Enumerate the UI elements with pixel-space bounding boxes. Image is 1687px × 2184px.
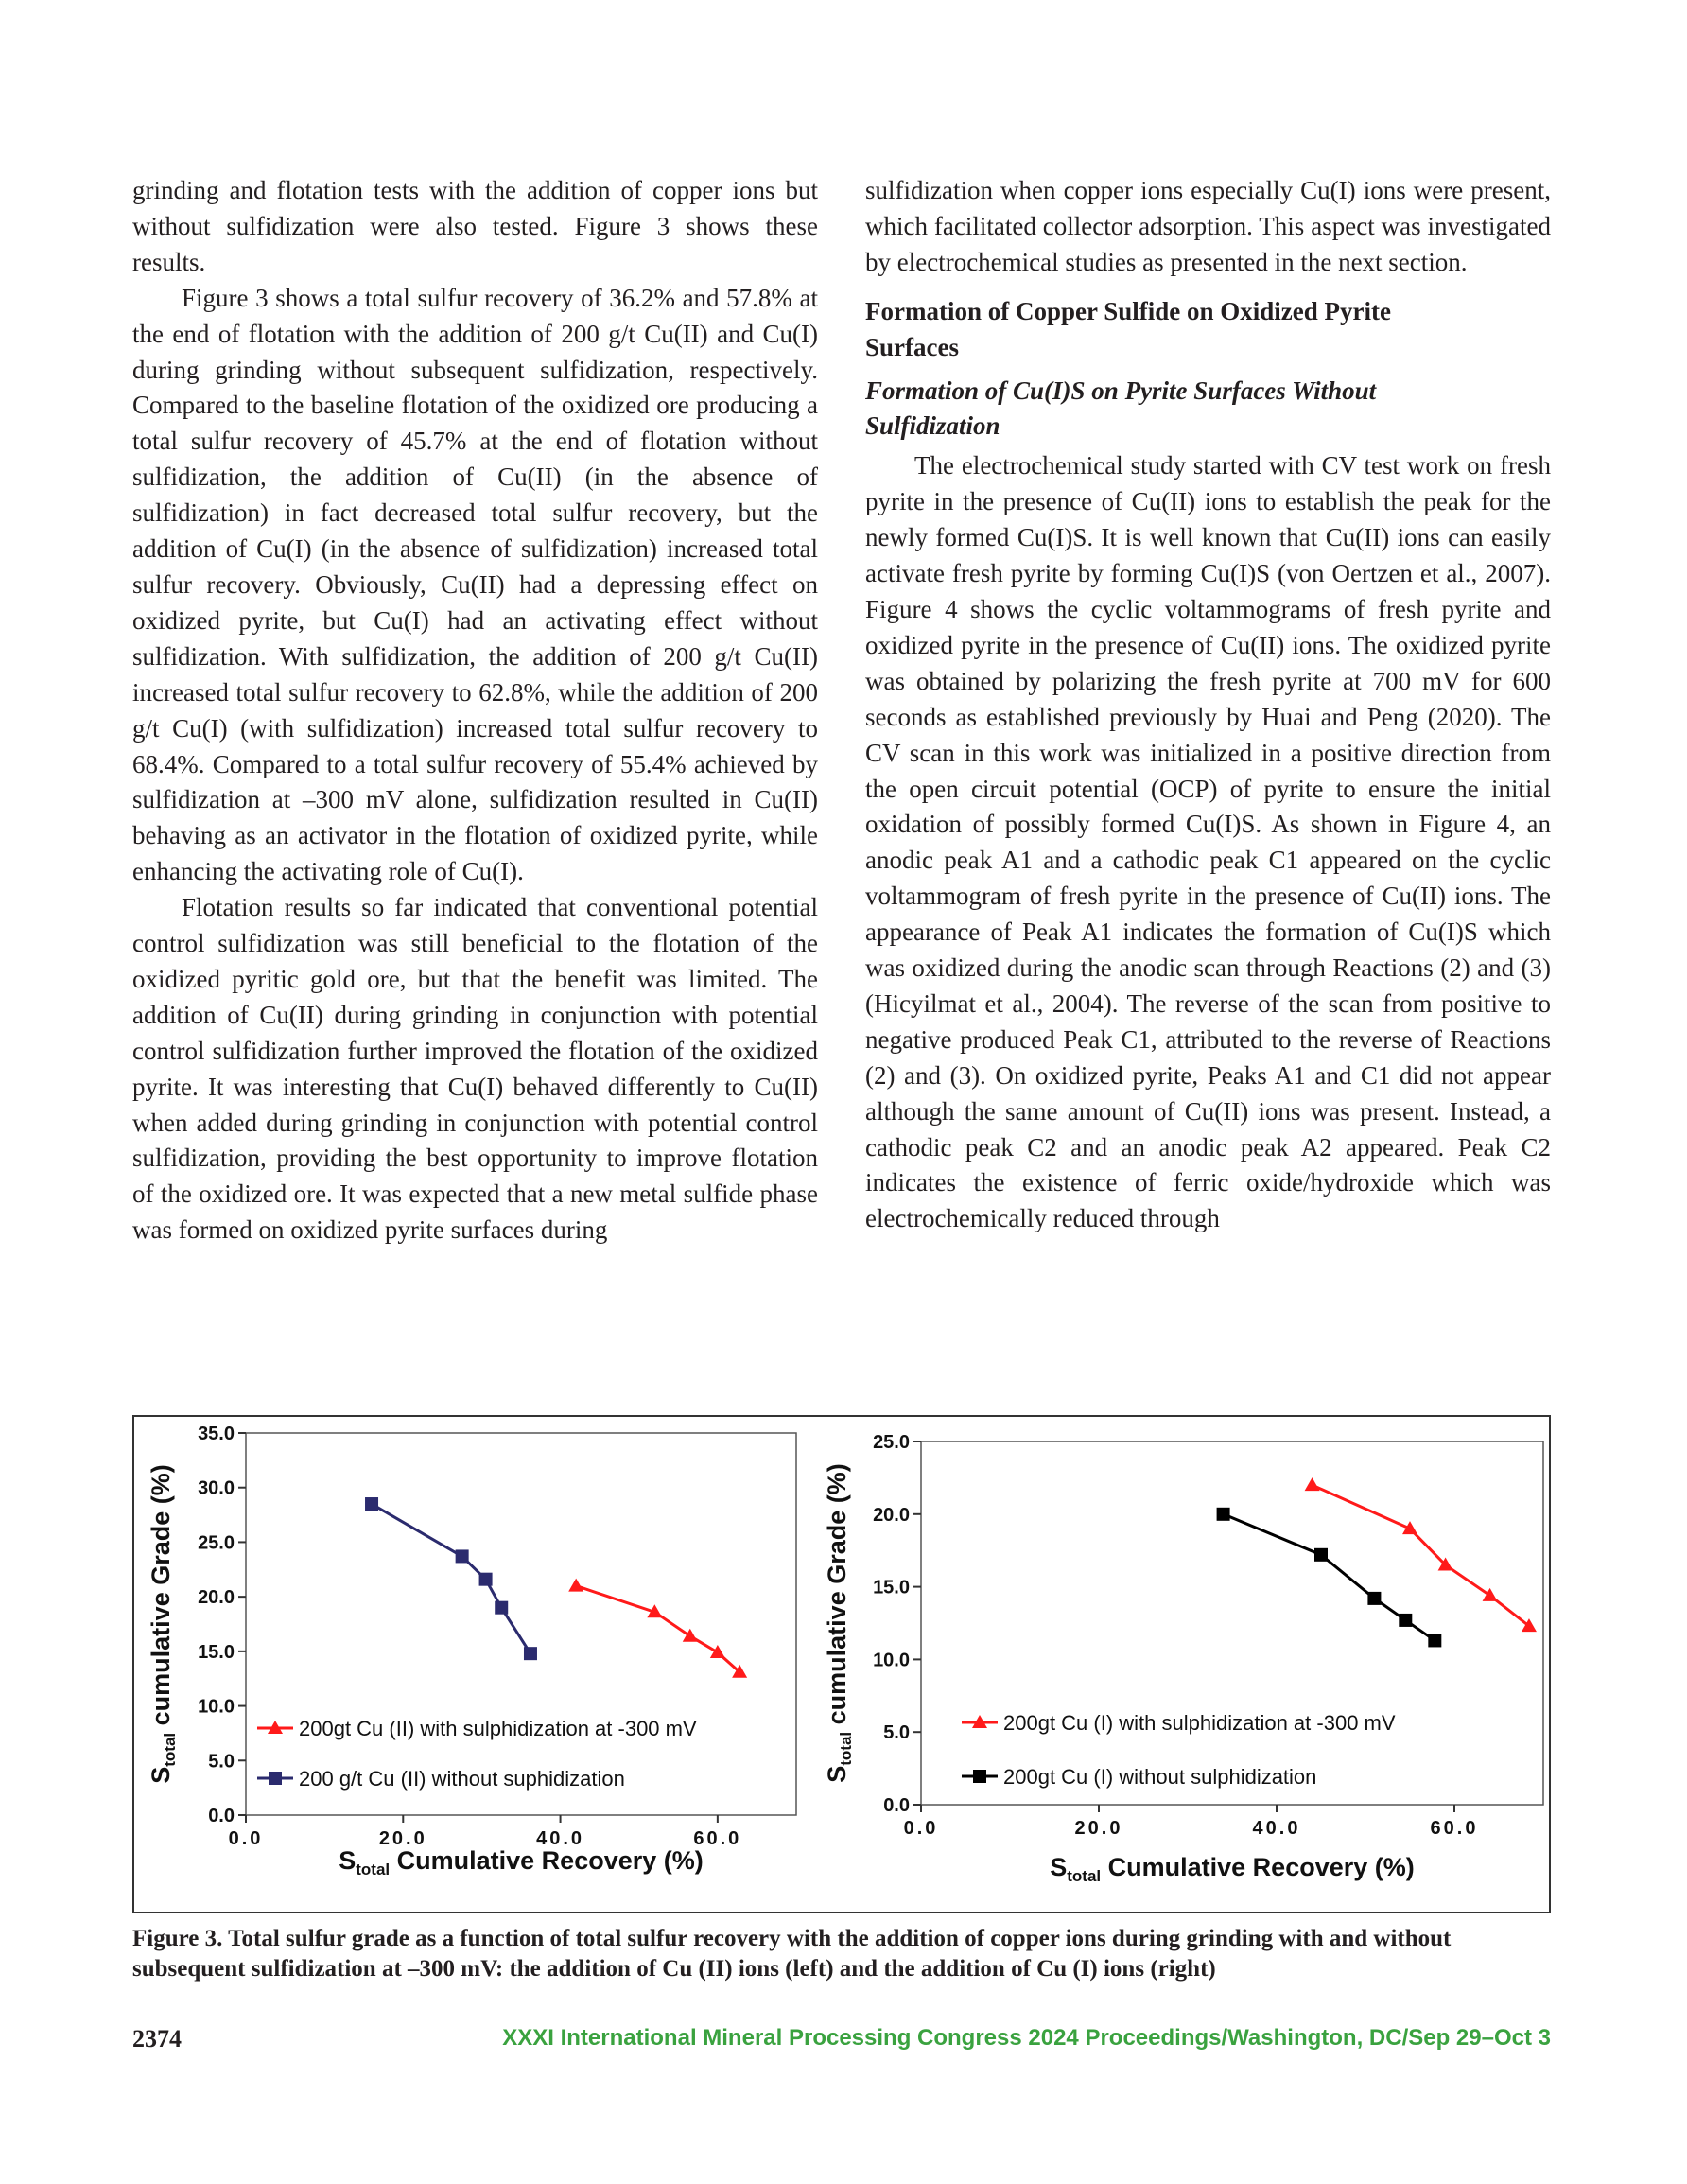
body-paragraph: The electrochemical study started with CV test work on fresh pyrite in the presence of Cu(II) ions to establish the peak for the newly formed Cu(I)S. It is well known that Cu(II) ions can easily activate fresh pyrite by forming Cu(I)S (von Oertzen et al., 2007). Figure 4 shows the cyclic voltammograms of fresh pyrite and oxidized pyrite in the presence of Cu(II) ions. The oxidized pyrite was obtained by polarizing the fresh pyrite at 700 mV for 600 seconds as established previously by Huai and Peng (2020). The CV scan in this work was initialized in a positive direction from the open circuit potential (OCP) of pyrite to ensure the initial oxidation of possibly formed Cu(I)S. As shown in Figure 4, an anodic peak A1 and a cathodic peak C1 appeared on the cyclic voltammogram of fresh pyrite in the presence of Cu(II) ions. The appearance of Peak A1 indicates the formation of Cu(I)S which was oxidized during the anodic scan through Reactions (2) and (3) (Hicyilmat et al., 2004). The reverse of the scan from positive to negative produced Peak C1, attributed to the reverse of Reactions (2) and (3). On oxidized pyrite, Peaks A1 and C1 did not appear although the same amount of Cu(II) ions was present. Instead, a cathodic peak C2 and an anodic peak A2 appeared. Peak C2 indicates the existence of ferric oxide/hydroxide which was electrochemically reduced through xyxy=(865,451,1551,1233)
body-paragraph: Flotation results so far indicated that conventional potential control sulfidization was still beneficial to the flotation of the oxidized pyritic gold ore, but that the benefit was limited. The addition of Cu(II) during grinding in conjunction with potential control sulfidization further improved the flotation of the oxidized pyrite. It was interesting that Cu(I) behaved differently to Cu(II) when added during grinding in conjunction with potential control sulfidization, providing the best opportunity to improve flotation of the oxidized ore. It was expected that a new metal sulfide phase was formed on oxidized pyrite surfaces during xyxy=(132,893,818,1245)
y-axis-label: $S_{total}$ cumulative Grade (%) xyxy=(823,1463,855,1783)
series-1 xyxy=(568,1579,747,1678)
y-tick-label: 15.0 xyxy=(873,1577,910,1599)
data-point xyxy=(1483,1588,1498,1601)
figure-3-charts xyxy=(134,1417,1549,1912)
data-point xyxy=(568,1579,583,1592)
figure-3 xyxy=(132,1415,1551,1913)
data-point xyxy=(1305,1477,1320,1491)
x-tick-label: 40.0 xyxy=(536,1828,585,1849)
right-column xyxy=(865,173,1551,1237)
running-footer: XXXI International Mineral Processing Congress 2024 Proceedings/Washington, DC/Sep 29–Oct 3 xyxy=(502,2025,1551,2051)
section-heading: Formation of Copper Sulfide on Oxidized Pyrite Surfaces xyxy=(865,296,1391,361)
legend-label: 200gt Cu (I) without sulphidization xyxy=(1003,1765,1317,1789)
y-tick-label: 25.0 xyxy=(198,1532,235,1554)
x-tick-label: 20.0 xyxy=(1074,1818,1123,1839)
data-point xyxy=(365,1497,378,1511)
y-tick-label: 0.0 xyxy=(208,1806,235,1826)
x-tick-label: 60.0 xyxy=(1430,1818,1479,1839)
data-point xyxy=(479,1573,493,1586)
data-point xyxy=(973,1770,986,1783)
data-point xyxy=(1314,1548,1328,1562)
y-tick-label: 5.0 xyxy=(208,1751,235,1773)
page-number: 2374 xyxy=(132,2025,182,2053)
legend-entry xyxy=(962,1765,1316,1789)
y-tick-label: 30.0 xyxy=(198,1477,235,1499)
data-point xyxy=(495,1601,508,1615)
subsection-heading: Formation of Cu(I)S on Pyrite Surfaces Without Sulfidization xyxy=(865,376,1377,441)
y-tick-label: 10.0 xyxy=(198,1696,235,1718)
body-paragraph: grinding and flotation tests with the addition of copper ions but without sulfidization were also tested. Figure 3 shows these results. xyxy=(132,176,818,276)
y-tick-label: 5.0 xyxy=(883,1722,910,1744)
x-tick-label: 0.0 xyxy=(903,1818,939,1839)
legend-entry xyxy=(962,1711,1396,1735)
series-line xyxy=(1313,1485,1529,1626)
y-tick-label: 25.0 xyxy=(873,1432,910,1453)
chart-right xyxy=(823,1432,1543,1885)
figure-caption: Figure 3. Total sulfur grade as a function of total sulfur recovery with the addition of copper ions during grinding with and without subsequent sulfidization at –300 mV: the addition of Cu (II) ions (left) and the addition of Cu (I) ions (right) xyxy=(132,1926,1452,1982)
data-point xyxy=(1367,1592,1381,1605)
y-tick-label: 10.0 xyxy=(873,1650,910,1671)
y-tick-label: 20.0 xyxy=(198,1587,235,1609)
x-tick-label: 0.0 xyxy=(228,1828,264,1849)
series-1 xyxy=(1305,1477,1537,1632)
x-axis-label: $S_{total}$ Cumulative Recovery (%) xyxy=(1050,1853,1415,1885)
legend-label: 200gt Cu (I) with sulphidization at -300 mV xyxy=(1003,1711,1396,1735)
x-tick-label: 40.0 xyxy=(1252,1818,1301,1839)
legend-label: 200gt Cu (II) with sulphidization at -300 mV xyxy=(299,1717,697,1740)
y-tick-label: 20.0 xyxy=(873,1504,910,1526)
left-column xyxy=(132,173,818,1249)
y-axis-label: $S_{total}$ cumulative Grade (%) xyxy=(147,1464,179,1784)
legend-entry xyxy=(257,1717,697,1740)
y-tick-label: 15.0 xyxy=(198,1641,235,1663)
x-axis-label: $S_{total}$ Cumulative Recovery (%) xyxy=(339,1846,704,1878)
series-line xyxy=(372,1504,530,1653)
data-point xyxy=(1428,1634,1441,1647)
series-2 xyxy=(365,1497,537,1660)
legend-entry xyxy=(257,1767,625,1791)
plot-frame xyxy=(246,1433,796,1815)
data-point xyxy=(456,1549,469,1563)
data-point xyxy=(710,1645,725,1658)
plot-frame xyxy=(921,1441,1543,1805)
y-tick-label: 35.0 xyxy=(198,1424,235,1444)
data-point xyxy=(1217,1508,1230,1521)
data-point xyxy=(1399,1614,1412,1627)
x-tick-label: 20.0 xyxy=(378,1828,427,1849)
data-point xyxy=(524,1647,537,1660)
body-paragraph: sulfidization when copper ions especially Cu(I) ions were present, which facilitated collector adsorption. This aspect was investigated by electrochemical studies as presented in the next section. xyxy=(865,176,1551,276)
chart-left xyxy=(147,1424,796,1878)
x-tick-label: 60.0 xyxy=(693,1828,742,1849)
legend-label: 200 g/t Cu (II) without suphidization xyxy=(299,1767,625,1791)
y-tick-label: 0.0 xyxy=(883,1795,910,1816)
body-paragraph: Figure 3 shows a total sulfur recovery of 36.2% and 57.8% at the end of flotation with the addition of 200 g/t Cu(II) and Cu(I) during grinding without subsequent sulfidization, respectively. Compared to the baseline flotation of the oxidized ore producing a total sulfur recovery of 45.7% at the end of flotation without sulfidization, the addition of Cu(II) (in the absence of sulfidization) in fact decreased total sulfur recovery, but the addition of Cu(I) (in the absence of sulfidization) increased total sulfur recovery. Obviously, Cu(II) had a depressing effect on oxidized pyrite, but Cu(I) had an activating effect without sulfidization. With sulfidization, the addition of 200 g/t Cu(II) increased total sulfur recovery to 62.8%, while the addition of 200 g/t Cu(I) (with sulfidization) increased total sulfur recovery to 68.4%. Compared to a total sulfur recovery of 55.4% achieved by sulfidization at –300 mV alone, sulfidization resulted in Cu(II) behaving as an activator in the flotation of oxidized pyrite, while enhancing the activating role of Cu(I). xyxy=(132,283,818,886)
data-point xyxy=(683,1629,698,1642)
data-point xyxy=(269,1772,282,1785)
series-line xyxy=(576,1586,739,1672)
